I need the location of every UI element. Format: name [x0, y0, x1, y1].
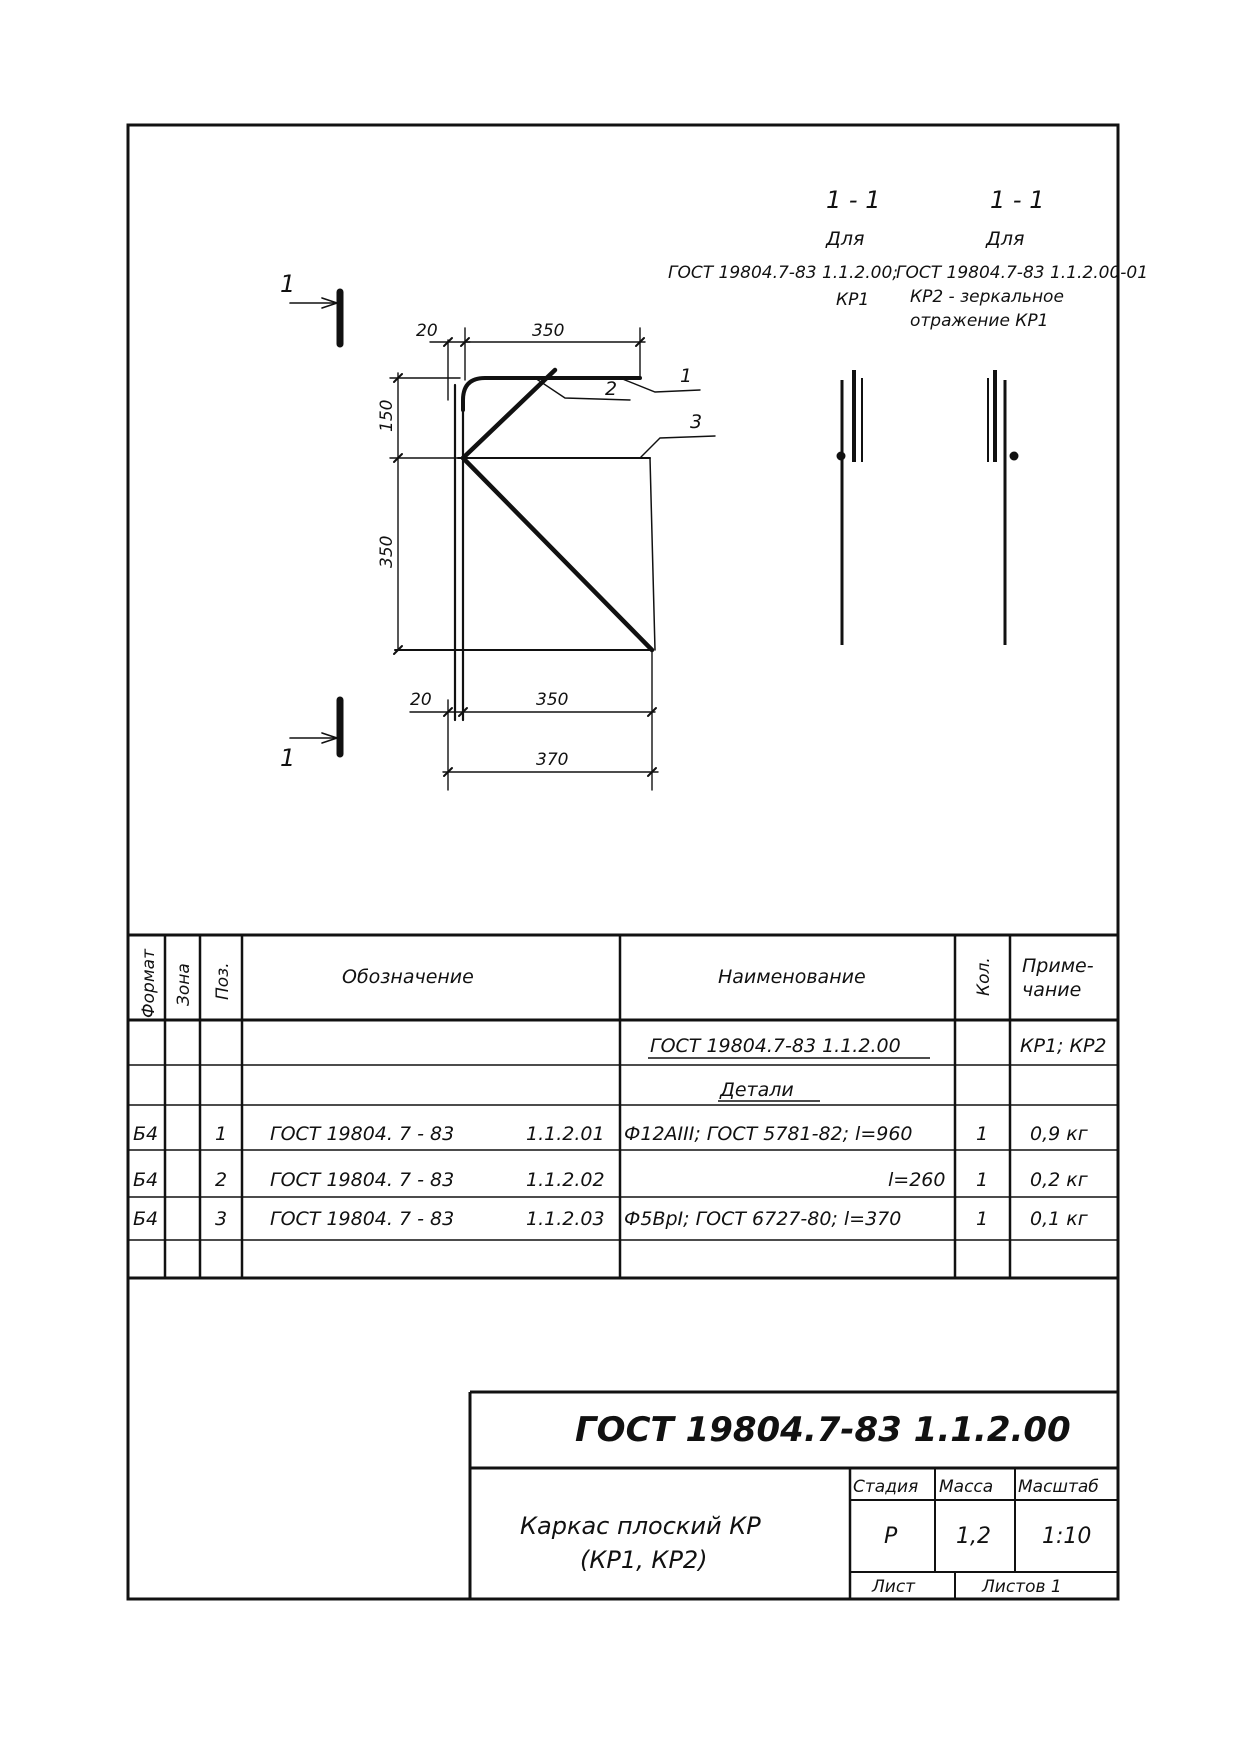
section-right-kr2: КР2 - зеркальное [910, 287, 1064, 307]
sheet-frame [128, 125, 1118, 1599]
dim-left-350: 350 [377, 535, 397, 568]
row3-pos: 2 [215, 1169, 228, 1191]
row3-designation: ГОСТ 19804. 7 - 83 [270, 1169, 455, 1191]
stage-label: Стадия [853, 1477, 919, 1497]
leader-label-1: 1 [680, 365, 693, 387]
dim-bottom-370: 370 [536, 750, 569, 770]
section-left-gost: ГОСТ 19804.7-83 1.1.2.00; [668, 263, 898, 283]
section-left-kr: КР1 [836, 290, 870, 310]
dim-top-20: 20 [416, 321, 438, 341]
header-format: Формат [139, 949, 159, 1018]
row4-designation: ГОСТ 19804. 7 - 83 [270, 1208, 455, 1230]
leader-label-3: 3 [690, 411, 703, 433]
row0-note: КР1; КР2 [1020, 1035, 1107, 1057]
section-right-gost: ГОСТ 19804.7-83 1.1.2.00-01 [896, 263, 1149, 283]
mass-value: 1,2 [956, 1524, 991, 1549]
row3-qty: 1 [976, 1169, 989, 1191]
drawing-name-line2: (КР1, КР2) [580, 1546, 708, 1574]
sheets-label: Листов 1 [982, 1577, 1062, 1597]
row4-format: Б4 [133, 1208, 159, 1230]
section-right-mirror: отражение КР1 [910, 311, 1049, 331]
doc-number: ГОСТ 19804.7-83 1.1.2.00 [575, 1410, 1071, 1450]
header-note-2: чание [1022, 979, 1082, 1001]
sheet-label: Лист [872, 1577, 916, 1597]
row2-name: Ф12АIII; ГОСТ 5781-82; l=960 [624, 1123, 913, 1145]
row4-pos: 3 [215, 1208, 228, 1230]
row2-designation: ГОСТ 19804. 7 - 83 [270, 1123, 455, 1145]
section-left-title: 1 - 1 [826, 186, 881, 214]
row4-note: 0,1 кг [1030, 1208, 1088, 1230]
main-view [290, 292, 715, 790]
row2-format: Б4 [133, 1123, 159, 1145]
row0-name: ГОСТ 19804.7-83 1.1.2.00 [650, 1035, 901, 1057]
row2-code: 1.1.2.01 [526, 1123, 605, 1145]
dim-bottom-350: 350 [536, 690, 569, 710]
leader-label-2: 2 [605, 378, 618, 400]
header-qty: Кол. [974, 957, 994, 996]
row1-name: Детали [720, 1079, 794, 1101]
row3-name: l=260 [888, 1169, 946, 1191]
scale-value: 1:10 [1042, 1524, 1092, 1549]
row2-qty: 1 [976, 1123, 989, 1145]
header-note-1: Приме- [1022, 955, 1094, 977]
dim-top-350: 350 [532, 321, 565, 341]
row2-pos: 1 [215, 1123, 228, 1145]
row2-note: 0,9 кг [1030, 1123, 1088, 1145]
header-pos: Поз. [213, 962, 233, 1000]
row3-code: 1.1.2.02 [526, 1169, 605, 1191]
header-zone: Зона [174, 963, 194, 1006]
section-left-for: Для [826, 228, 865, 250]
section-mark-top: 1 [280, 270, 296, 298]
section-right-title: 1 - 1 [990, 186, 1045, 214]
mass-label: Масса [939, 1477, 994, 1497]
drawing-name-line1: Каркас плоский КР [520, 1512, 761, 1540]
header-designation: Обозначение [342, 966, 474, 988]
row4-code: 1.1.2.03 [526, 1208, 605, 1230]
scale-label: Масштаб [1018, 1477, 1099, 1497]
row4-name: Ф5ВрI; ГОСТ 6727-80; l=370 [624, 1208, 902, 1230]
dim-bottom-20: 20 [410, 690, 432, 710]
section-views [837, 370, 1018, 645]
row4-qty: 1 [976, 1208, 989, 1230]
section-right-for: Для [986, 228, 1025, 250]
dim-left-150: 150 [377, 399, 397, 432]
header-name: Наименование [718, 966, 866, 988]
row3-note: 0,2 кг [1030, 1169, 1088, 1191]
row3-format: Б4 [133, 1169, 159, 1191]
section-mark-bottom: 1 [280, 744, 296, 772]
stage-value: Р [884, 1524, 898, 1549]
